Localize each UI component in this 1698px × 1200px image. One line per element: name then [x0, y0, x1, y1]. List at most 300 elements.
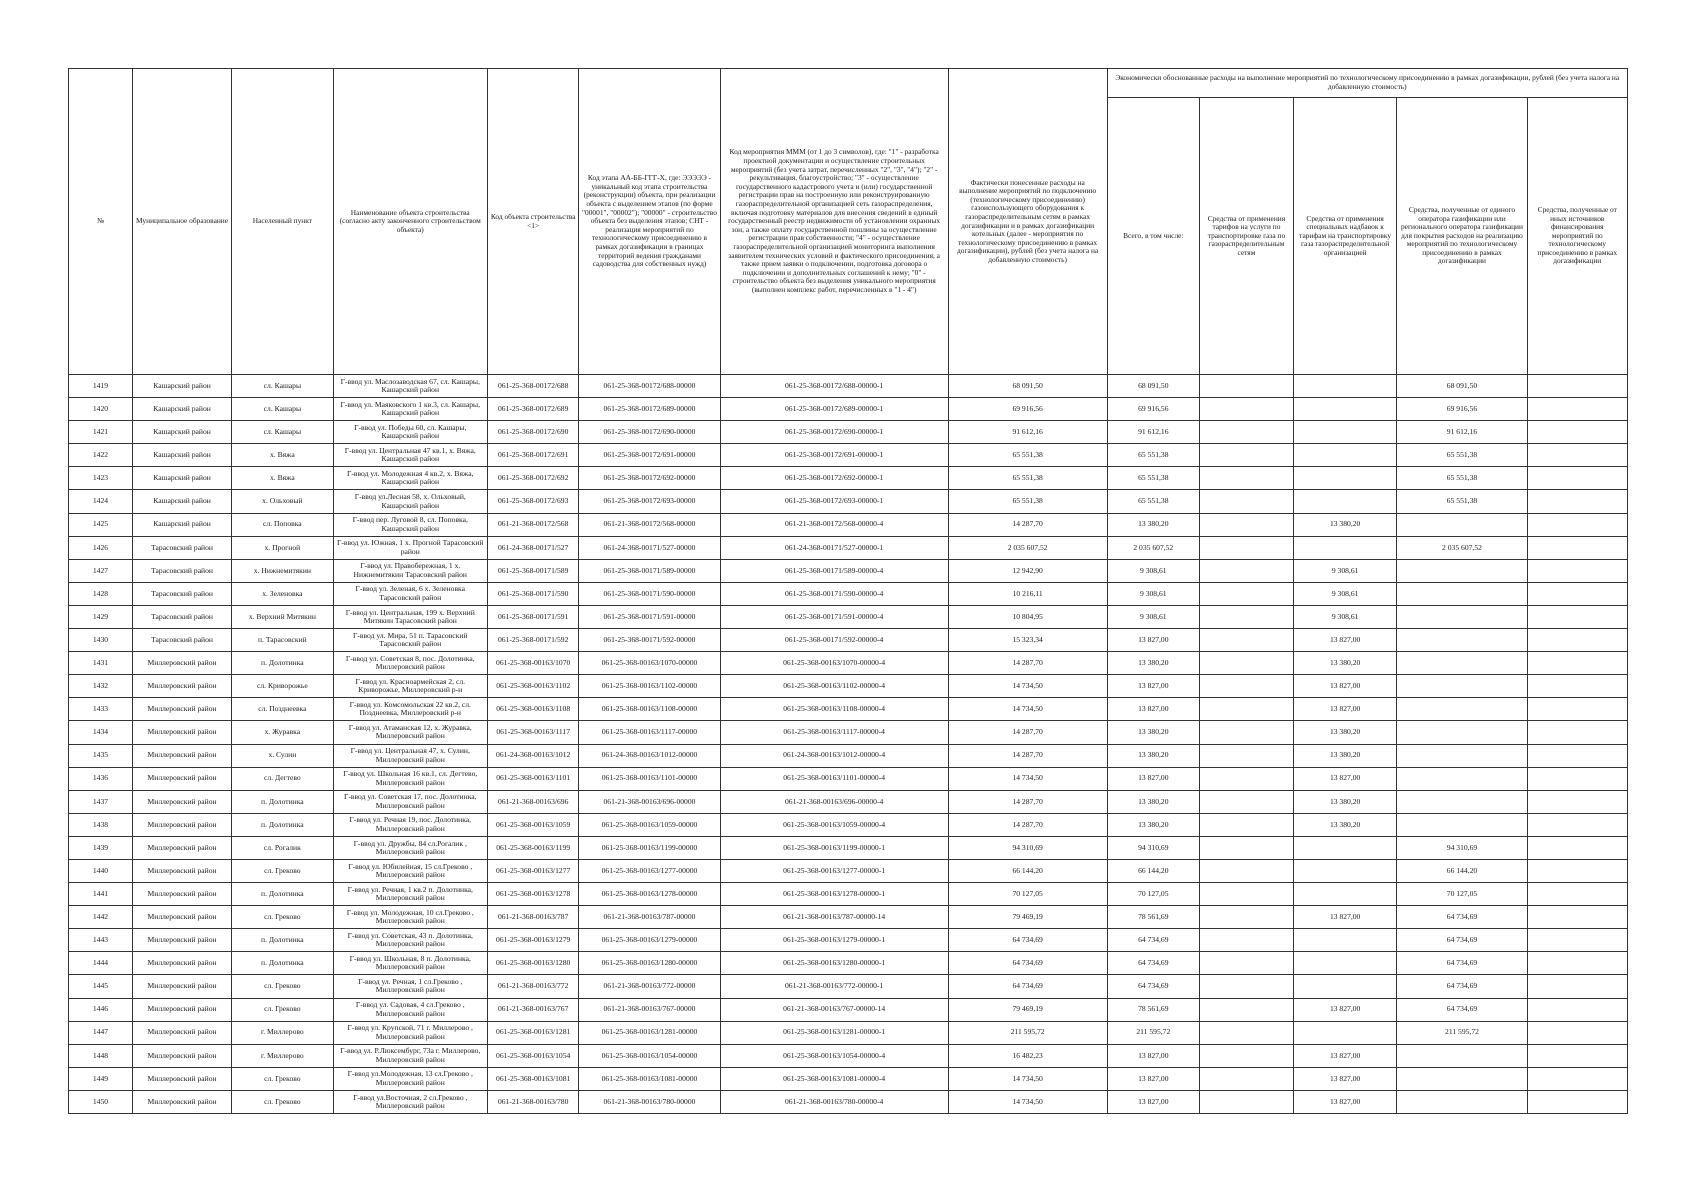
actual-costs-cell: 14 287,70	[948, 744, 1107, 767]
municipality-cell: Кашарский район	[132, 467, 231, 490]
event-code-cell: 061-25-368-00171/591-00000-4	[720, 605, 948, 628]
special-markup-cell	[1293, 375, 1397, 398]
table-row	[69, 790, 1628, 813]
total-cell: 13 380,20	[1107, 744, 1200, 767]
object-code-cell: 061-25-368-00172/691	[487, 444, 579, 467]
stage-code-cell: 061-25-368-00163/1070-00000	[579, 652, 720, 675]
table-row	[69, 952, 1628, 975]
tariff-transport-cell	[1200, 490, 1294, 513]
single-operator-cell	[1397, 767, 1527, 790]
object-code-cell: 061-25-368-00172/688	[487, 375, 579, 398]
object-code-cell: 061-25-368-00163/1280	[487, 952, 579, 975]
header-other-sources: Средства, полученные от иных источников финансирования мероприятий по технологическому присоединению в рамках догазификации	[1527, 98, 1627, 375]
stage-code-cell: 061-25-368-00172/691-00000	[579, 444, 720, 467]
total-cell: 68 091,50	[1107, 375, 1200, 398]
header-special-markup: Средства от применения специальных надбавок к тарифам на транспортировку газа газораспределительной организацией	[1293, 98, 1397, 375]
table-header	[69, 69, 1628, 375]
total-cell: 66 144,20	[1107, 859, 1200, 882]
object-name-cell: Г-ввод ул. Советская 8, пос. Долотинка, Миллеровский район	[333, 652, 487, 675]
event-code-cell: 061-25-368-00172/690-00000-1	[720, 421, 948, 444]
total-cell: 13 827,00	[1107, 629, 1200, 652]
tariff-transport-cell	[1200, 398, 1294, 421]
row-no: 1420	[69, 398, 133, 421]
row-no: 1442	[69, 906, 133, 929]
single-operator-cell: 211 595,72	[1397, 1021, 1527, 1044]
object-name-cell: Г-ввод ул. Маяковского 1 кв.3, сл. Кашары, Кашарский район	[333, 398, 487, 421]
object-name-cell: Г-ввод ул. Правобережная, 1 х. Нижнемитякин Тарасовский район	[333, 559, 487, 582]
object-name-cell: Г-ввод ул.Восточная, 2 сл.Греково , Миллеровский район	[333, 1090, 487, 1113]
stage-code-cell: 061-25-368-00163/1117-00000	[579, 721, 720, 744]
actual-costs-cell: 14 734,50	[948, 1090, 1107, 1113]
table-row	[69, 421, 1628, 444]
total-cell: 64 734,69	[1107, 929, 1200, 952]
municipality-cell: Миллеровский район	[132, 906, 231, 929]
object-code-cell: 061-25-368-00163/1059	[487, 813, 579, 836]
municipality-cell: Миллеровский район	[132, 883, 231, 906]
municipality-cell: Миллеровский район	[132, 652, 231, 675]
object-name-cell: Г-ввод ул. Молодежная 4 кв.2, х. Вяжа, Кашарский район	[333, 467, 487, 490]
event-code-cell: 061-25-368-00163/1101-00000-4	[720, 767, 948, 790]
total-cell: 211 595,72	[1107, 1021, 1200, 1044]
municipality-cell: Миллеровский район	[132, 975, 231, 998]
other-sources-cell	[1527, 929, 1627, 952]
object-code-cell: 061-21-368-00163/772	[487, 975, 579, 998]
total-cell: 94 310,69	[1107, 836, 1200, 859]
table-row	[69, 398, 1628, 421]
special-markup-cell: 13 827,00	[1293, 675, 1397, 698]
single-operator-cell: 69 916,56	[1397, 398, 1527, 421]
settlement-cell: п. Долотинка	[232, 790, 333, 813]
tariff-transport-cell	[1200, 605, 1294, 628]
object-name-cell: Г-ввод ул. Юбилейная, 15 сл.Греково , Миллеровский район	[333, 859, 487, 882]
object-name-cell: Г-ввод ул. Речная 19, пос. Долотинка, Миллеровский район	[333, 813, 487, 836]
row-no: 1450	[69, 1090, 133, 1113]
event-code-cell: 061-25-368-00163/1277-00000-1	[720, 859, 948, 882]
settlement-cell: сл. Греково	[232, 1067, 333, 1090]
object-name-cell: Г-ввод ул. Речная, 1 кв.2 п. Долотинка, Миллеровский район	[333, 883, 487, 906]
event-code-cell: 061-25-368-00171/592-00000-4	[720, 629, 948, 652]
event-code-cell: 061-25-368-00172/688-00000-1	[720, 375, 948, 398]
event-code-cell: 061-25-368-00163/1117-00000-4	[720, 721, 948, 744]
stage-code-cell: 061-25-368-00163/1281-00000	[579, 1021, 720, 1044]
row-no: 1424	[69, 490, 133, 513]
total-cell: 9 308,61	[1107, 559, 1200, 582]
special-markup-cell: 13 827,00	[1293, 1044, 1397, 1067]
actual-costs-cell: 64 734,69	[948, 929, 1107, 952]
total-cell: 9 308,61	[1107, 582, 1200, 605]
actual-costs-cell: 79 469,19	[948, 998, 1107, 1021]
stage-code-cell: 061-25-368-00163/1081-00000	[579, 1067, 720, 1090]
special-markup-cell	[1293, 929, 1397, 952]
object-code-cell: 061-25-368-00172/690	[487, 421, 579, 444]
single-operator-cell: 66 144,20	[1397, 859, 1527, 882]
single-operator-cell	[1397, 629, 1527, 652]
object-code-cell: 061-25-368-00172/693	[487, 490, 579, 513]
table-row	[69, 629, 1628, 652]
row-no: 1428	[69, 582, 133, 605]
actual-costs-cell: 68 091,50	[948, 375, 1107, 398]
table-row	[69, 929, 1628, 952]
special-markup-cell: 13 827,00	[1293, 629, 1397, 652]
event-code-cell: 061-25-368-00171/589-00000-4	[720, 559, 948, 582]
event-code-cell: 061-25-368-00163/1279-00000-1	[720, 929, 948, 952]
single-operator-cell: 65 551,38	[1397, 490, 1527, 513]
table-row	[69, 1021, 1628, 1044]
object-code-cell: 061-25-368-00163/1117	[487, 721, 579, 744]
tariff-transport-cell	[1200, 721, 1294, 744]
object-name-cell: Г-ввод ул. Дружбы, 84 сл.Рогалик , Миллеровский район	[333, 836, 487, 859]
row-no: 1445	[69, 975, 133, 998]
municipality-cell: Миллеровский район	[132, 836, 231, 859]
settlement-cell: п. Долотинка	[232, 652, 333, 675]
total-cell: 78 561,69	[1107, 998, 1200, 1021]
table-row	[69, 767, 1628, 790]
event-code-cell: 061-25-368-00163/1199-00000-1	[720, 836, 948, 859]
event-code-cell: 061-25-368-00171/590-00000-4	[720, 582, 948, 605]
special-markup-cell	[1293, 398, 1397, 421]
actual-costs-cell: 66 144,20	[948, 859, 1107, 882]
tariff-transport-cell	[1200, 698, 1294, 721]
event-code-cell: 061-21-368-00163/780-00000-4	[720, 1090, 948, 1113]
settlement-cell: сл. Рогалик	[232, 836, 333, 859]
object-name-cell: Г-ввод ул. Южная, 1 х. Прогной Тарасовский район	[333, 536, 487, 559]
tariff-transport-cell	[1200, 582, 1294, 605]
actual-costs-cell: 14 734,50	[948, 675, 1107, 698]
row-no: 1423	[69, 467, 133, 490]
object-code-cell: 061-21-368-00163/696	[487, 790, 579, 813]
tariff-transport-cell	[1200, 952, 1294, 975]
tariff-transport-cell	[1200, 629, 1294, 652]
municipality-cell: Кашарский район	[132, 421, 231, 444]
total-cell: 13 380,20	[1107, 652, 1200, 675]
table-row	[69, 975, 1628, 998]
settlement-cell: х. Вяжа	[232, 444, 333, 467]
settlement-cell: х. Вяжа	[232, 467, 333, 490]
special-markup-cell: 13 827,00	[1293, 998, 1397, 1021]
stage-code-cell: 061-25-368-00163/1108-00000	[579, 698, 720, 721]
total-cell: 65 551,38	[1107, 444, 1200, 467]
settlement-cell: г. Миллерово	[232, 1044, 333, 1067]
stage-code-cell: 061-25-368-00172/688-00000	[579, 375, 720, 398]
special-markup-cell	[1293, 836, 1397, 859]
other-sources-cell	[1527, 421, 1627, 444]
special-markup-cell: 13 827,00	[1293, 698, 1397, 721]
header-econ-group: Экономически обоснованные расходы на выполнение мероприятий по технологическому присоединению в рамках догазификации, рублей (без учета налога на добавленную стоимость)	[1107, 69, 1628, 98]
tariff-transport-cell	[1200, 883, 1294, 906]
single-operator-cell: 2 035 607,52	[1397, 536, 1527, 559]
total-cell: 9 308,61	[1107, 605, 1200, 628]
settlement-cell: сл. Криворожье	[232, 675, 333, 698]
tariff-transport-cell	[1200, 375, 1294, 398]
object-code-cell: 061-25-368-00163/1108	[487, 698, 579, 721]
object-name-cell: Г-ввод ул. Садовая, 4 сл.Греково , Миллеровский район	[333, 998, 487, 1021]
single-operator-cell	[1397, 1044, 1527, 1067]
tariff-transport-cell	[1200, 813, 1294, 836]
special-markup-cell: 13 380,20	[1293, 721, 1397, 744]
object-name-cell: Г-ввод ул. Молодежная, 10 сл.Греково , Миллеровский район	[333, 906, 487, 929]
table-row	[69, 652, 1628, 675]
other-sources-cell	[1527, 1067, 1627, 1090]
special-markup-cell	[1293, 952, 1397, 975]
header-tariff-transport: Средства от применения тарифов на услуги по транспортировке газа по газораспределительным сетям	[1200, 98, 1294, 375]
table-row	[69, 490, 1628, 513]
special-markup-cell: 13 380,20	[1293, 652, 1397, 675]
single-operator-cell: 64 734,69	[1397, 998, 1527, 1021]
table-row	[69, 813, 1628, 836]
single-operator-cell: 64 734,69	[1397, 952, 1527, 975]
settlement-cell: сл. Греково	[232, 859, 333, 882]
single-operator-cell	[1397, 582, 1527, 605]
tariff-transport-cell	[1200, 1021, 1294, 1044]
stage-code-cell: 061-25-368-00163/1277-00000	[579, 859, 720, 882]
header-no: №	[69, 69, 133, 375]
settlement-cell: х. Зеленовка	[232, 582, 333, 605]
header-total: Всего, в том числе:	[1107, 98, 1200, 375]
tariff-transport-cell	[1200, 536, 1294, 559]
settlement-cell: п. Долотинка	[232, 929, 333, 952]
other-sources-cell	[1527, 582, 1627, 605]
special-markup-cell: 9 308,61	[1293, 582, 1397, 605]
special-markup-cell: 9 308,61	[1293, 559, 1397, 582]
object-name-cell: Г-ввод ул. Центральная, 199 х. Верхний Митякин Тарасовский район	[333, 605, 487, 628]
row-no: 1439	[69, 836, 133, 859]
table-row	[69, 444, 1628, 467]
object-name-cell: Г-ввод ул. Победы 60, сл. Кашары, Кашарский район	[333, 421, 487, 444]
header-stage-code: Код этапа АА-ББ-ГГГ-Х, где: ЭЭЭЭЭ - уникальный код этапа строительства (реконструкции) объекта, при реализации объекта с выделением этапов (по форме "00001", "00002"); "00000" - строительство объекта без выделения этапов; СНТ - реализация мероприятий по технологическому присоединению в рамках догазификации в границах территорий ведения гражданами садоводства для собственных нужд)	[579, 69, 720, 375]
object-code-cell: 061-25-368-00171/591	[487, 605, 579, 628]
actual-costs-cell: 10 804,95	[948, 605, 1107, 628]
total-cell: 13 827,00	[1107, 698, 1200, 721]
object-code-cell: 061-21-368-00163/767	[487, 998, 579, 1021]
event-code-cell: 061-25-368-00163/1070-00000-4	[720, 652, 948, 675]
table-row	[69, 721, 1628, 744]
row-no: 1432	[69, 675, 133, 698]
actual-costs-cell: 64 734,69	[948, 975, 1107, 998]
table-row	[69, 375, 1628, 398]
object-code-cell: 061-25-368-00171/592	[487, 629, 579, 652]
single-operator-cell	[1397, 790, 1527, 813]
actual-costs-cell: 69 916,56	[948, 398, 1107, 421]
special-markup-cell	[1293, 859, 1397, 882]
stage-code-cell: 061-25-368-00163/1059-00000	[579, 813, 720, 836]
header-actual-costs: Фактически понесенные расходы на выполнение мероприятий по подключению (технологическому присоединению) газоиспользующего оборудования к газораспределительным сетям в рамках догазификации и в рамках догазификации котельных (далее - мероприятия по технологическому присоединению в рамках догазификации), рублей (без учета налога на добавленную стоимость)	[948, 69, 1107, 375]
special-markup-cell: 13 380,20	[1293, 513, 1397, 536]
object-name-cell: Г-ввод ул. Зеленая, 6 х. Зеленовка Тарасовский район	[333, 582, 487, 605]
actual-costs-cell: 65 551,38	[948, 490, 1107, 513]
object-name-cell: Г-ввод ул. Советская, 43 п. Долотинка, Миллеровский район	[333, 929, 487, 952]
tariff-transport-cell	[1200, 652, 1294, 675]
row-no: 1440	[69, 859, 133, 882]
object-code-cell: 061-21-368-00163/787	[487, 906, 579, 929]
table-row	[69, 605, 1628, 628]
municipality-cell: Кашарский район	[132, 375, 231, 398]
municipality-cell: Миллеровский район	[132, 1067, 231, 1090]
row-no: 1438	[69, 813, 133, 836]
actual-costs-cell: 14 287,70	[948, 513, 1107, 536]
row-no: 1444	[69, 952, 133, 975]
object-code-cell: 061-25-368-00163/1054	[487, 1044, 579, 1067]
special-markup-cell	[1293, 467, 1397, 490]
header-municipality: Муниципальное образование	[132, 69, 231, 375]
event-code-cell: 061-25-368-00172/689-00000-1	[720, 398, 948, 421]
table-row	[69, 1090, 1628, 1113]
actual-costs-cell: 91 612,16	[948, 421, 1107, 444]
single-operator-cell: 65 551,38	[1397, 467, 1527, 490]
special-markup-cell: 9 308,61	[1293, 605, 1397, 628]
stage-code-cell: 061-25-368-00171/591-00000	[579, 605, 720, 628]
object-name-cell: Г-ввод ул. Р.Люксембург, 73а г. Миллерово, Миллеровский район	[333, 1044, 487, 1067]
other-sources-cell	[1527, 721, 1627, 744]
row-no: 1426	[69, 536, 133, 559]
stage-code-cell: 061-21-368-00163/780-00000	[579, 1090, 720, 1113]
other-sources-cell	[1527, 629, 1627, 652]
total-cell: 64 734,69	[1107, 975, 1200, 998]
settlement-cell: х. Сулин	[232, 744, 333, 767]
other-sources-cell	[1527, 490, 1627, 513]
single-operator-cell	[1397, 1090, 1527, 1113]
other-sources-cell	[1527, 975, 1627, 998]
table-row	[69, 859, 1628, 882]
object-code-cell: 061-25-368-00172/692	[487, 467, 579, 490]
single-operator-cell	[1397, 605, 1527, 628]
other-sources-cell	[1527, 767, 1627, 790]
object-name-cell: Г-ввод ул. Центральная 47 кв.1, х. Вяжа, Кашарский район	[333, 444, 487, 467]
stage-code-cell: 061-21-368-00163/787-00000	[579, 906, 720, 929]
header-object-name: Наименование объекта строительства (согласно акту законченного строительством объекта)	[333, 69, 487, 375]
settlement-cell: п. Долотинка	[232, 883, 333, 906]
row-no: 1430	[69, 629, 133, 652]
row-no: 1448	[69, 1044, 133, 1067]
object-name-cell: Г-ввод ул. Комсомольская 22 кв.2, сл. Позднеевка, Миллеровский р-н	[333, 698, 487, 721]
single-operator-cell: 70 127,05	[1397, 883, 1527, 906]
other-sources-cell	[1527, 444, 1627, 467]
event-code-cell: 061-25-368-00163/1281-00000-1	[720, 1021, 948, 1044]
object-name-cell: Г-ввод ул. Атаманская 12, х. Журавка, Миллеровский район	[333, 721, 487, 744]
event-code-cell: 061-25-368-00163/1054-00000-4	[720, 1044, 948, 1067]
other-sources-cell	[1527, 467, 1627, 490]
municipality-cell: Тарасовский район	[132, 629, 231, 652]
other-sources-cell	[1527, 698, 1627, 721]
table-row	[69, 559, 1628, 582]
settlement-cell: п. Долотинка	[232, 952, 333, 975]
settlement-cell: сл. Дегтево	[232, 767, 333, 790]
object-code-cell: 061-25-368-00171/589	[487, 559, 579, 582]
actual-costs-cell: 14 734,50	[948, 698, 1107, 721]
actual-costs-cell: 14 287,70	[948, 790, 1107, 813]
special-markup-cell	[1293, 490, 1397, 513]
object-code-cell: 061-25-368-00163/1277	[487, 859, 579, 882]
actual-costs-cell: 79 469,19	[948, 906, 1107, 929]
table-row	[69, 906, 1628, 929]
municipality-cell: Кашарский район	[132, 513, 231, 536]
single-operator-cell: 65 551,38	[1397, 444, 1527, 467]
actual-costs-cell: 14 734,50	[948, 1067, 1107, 1090]
table-body	[69, 375, 1628, 1114]
row-no: 1449	[69, 1067, 133, 1090]
event-code-cell: 061-25-368-00163/1059-00000-4	[720, 813, 948, 836]
settlement-cell: сл. Кашары	[232, 398, 333, 421]
municipality-cell: Миллеровский район	[132, 790, 231, 813]
other-sources-cell	[1527, 1044, 1627, 1067]
special-markup-cell: 13 827,00	[1293, 1090, 1397, 1113]
event-code-cell: 061-25-368-00163/1108-00000-4	[720, 698, 948, 721]
stage-code-cell: 061-25-368-00163/1199-00000	[579, 836, 720, 859]
stage-code-cell: 061-25-368-00163/1102-00000	[579, 675, 720, 698]
row-no: 1433	[69, 698, 133, 721]
table-row	[69, 1067, 1628, 1090]
row-no: 1431	[69, 652, 133, 675]
tariff-transport-cell	[1200, 836, 1294, 859]
document-page	[68, 68, 1628, 1114]
single-operator-cell: 68 091,50	[1397, 375, 1527, 398]
object-name-cell: Г-ввод ул. Маслозаводская 67, сл. Кашары, Кашарский район	[333, 375, 487, 398]
stage-code-cell: 061-25-368-00163/1054-00000	[579, 1044, 720, 1067]
row-no: 1421	[69, 421, 133, 444]
municipality-cell: Тарасовский район	[132, 536, 231, 559]
row-no: 1436	[69, 767, 133, 790]
settlement-cell: сл. Позднеевка	[232, 698, 333, 721]
single-operator-cell	[1397, 813, 1527, 836]
event-code-cell: 061-25-368-00163/1280-00000-1	[720, 952, 948, 975]
total-cell: 70 127,05	[1107, 883, 1200, 906]
tariff-transport-cell	[1200, 975, 1294, 998]
actual-costs-cell: 10 216,11	[948, 582, 1107, 605]
other-sources-cell	[1527, 513, 1627, 536]
event-code-cell: 061-25-368-00163/1102-00000-4	[720, 675, 948, 698]
object-code-cell: 061-24-368-00163/1012	[487, 744, 579, 767]
tariff-transport-cell	[1200, 906, 1294, 929]
other-sources-cell	[1527, 1021, 1627, 1044]
row-no: 1441	[69, 883, 133, 906]
row-no: 1443	[69, 929, 133, 952]
event-code-cell: 061-25-368-00172/692-00000-1	[720, 467, 948, 490]
object-name-cell: Г-ввод ул.Лесная 58, х. Ольховый, Кашарский район	[333, 490, 487, 513]
header-single-operator: Средства, полученные от единого оператора газификации или регионального оператора газификации для покрытия расходов на реализацию мероприятий по технологическому присоединению в рамках догазификации	[1397, 98, 1527, 375]
settlement-cell: п. Долотинка	[232, 813, 333, 836]
tariff-transport-cell	[1200, 1044, 1294, 1067]
tariff-transport-cell	[1200, 675, 1294, 698]
event-code-cell: 061-21-368-00172/568-00000-4	[720, 513, 948, 536]
header-event-code: Код мероприятия МММ (от 1 до 3 символов), где: "1" - разработка проектной документации и осуществление строительных мероприятий (без учета затрат, перечисленных "2", "3", "4"); "2" - рекультивация, благоустройство; "3" - осуществление государственного кадастрового учета и (или) государственной регистрации прав на построенную или реконструированную газораспределительной организацией сеть газораспределения, включая подготовку материалов для внесения сведений в единый государственный реестр недвижимости об установлении охранных зон, а также оплату государственной пошлины за осуществление регистрации прав собственности; "4" - осуществление газораспределительной организацией мониторинга выполнения заявителем технических условий и фактического присоединения, а также прием заявки о подключении, подготовка договора о подключении и дополнительных соглашений к нему; "0" - строительство объекта без выделения уникального мероприятия (выполнен комплекс работ, перечисленных в "1 - 4")	[720, 69, 948, 375]
municipality-cell: Тарасовский район	[132, 559, 231, 582]
total-cell: 65 551,38	[1107, 467, 1200, 490]
total-cell: 13 380,20	[1107, 813, 1200, 836]
stage-code-cell: 061-25-368-00172/690-00000	[579, 421, 720, 444]
total-cell: 69 916,56	[1107, 398, 1200, 421]
header-object-code: Код объекта строительства <1>	[487, 69, 579, 375]
settlement-cell: х. Прогной	[232, 536, 333, 559]
tariff-transport-cell	[1200, 513, 1294, 536]
object-code-cell: 061-25-368-00163/1081	[487, 1067, 579, 1090]
stage-code-cell: 061-21-368-00163/767-00000	[579, 998, 720, 1021]
object-name-cell: Г-ввод ул.Молодежная, 13 сл.Греково , Миллеровский район	[333, 1067, 487, 1090]
total-cell: 13 827,00	[1107, 767, 1200, 790]
tariff-transport-cell	[1200, 1067, 1294, 1090]
table-row	[69, 536, 1628, 559]
actual-costs-cell: 2 035 607,52	[948, 536, 1107, 559]
other-sources-cell	[1527, 375, 1627, 398]
municipality-cell: Миллеровский район	[132, 952, 231, 975]
municipality-cell: Миллеровский район	[132, 744, 231, 767]
total-cell: 13 380,20	[1107, 790, 1200, 813]
special-markup-cell	[1293, 536, 1397, 559]
header-settlement: Населенный пункт	[232, 69, 333, 375]
stage-code-cell: 061-25-368-00171/592-00000	[579, 629, 720, 652]
actual-costs-cell: 65 551,38	[948, 444, 1107, 467]
single-operator-cell: 64 734,69	[1397, 975, 1527, 998]
actual-costs-cell: 65 551,38	[948, 467, 1107, 490]
municipality-cell: Кашарский район	[132, 444, 231, 467]
